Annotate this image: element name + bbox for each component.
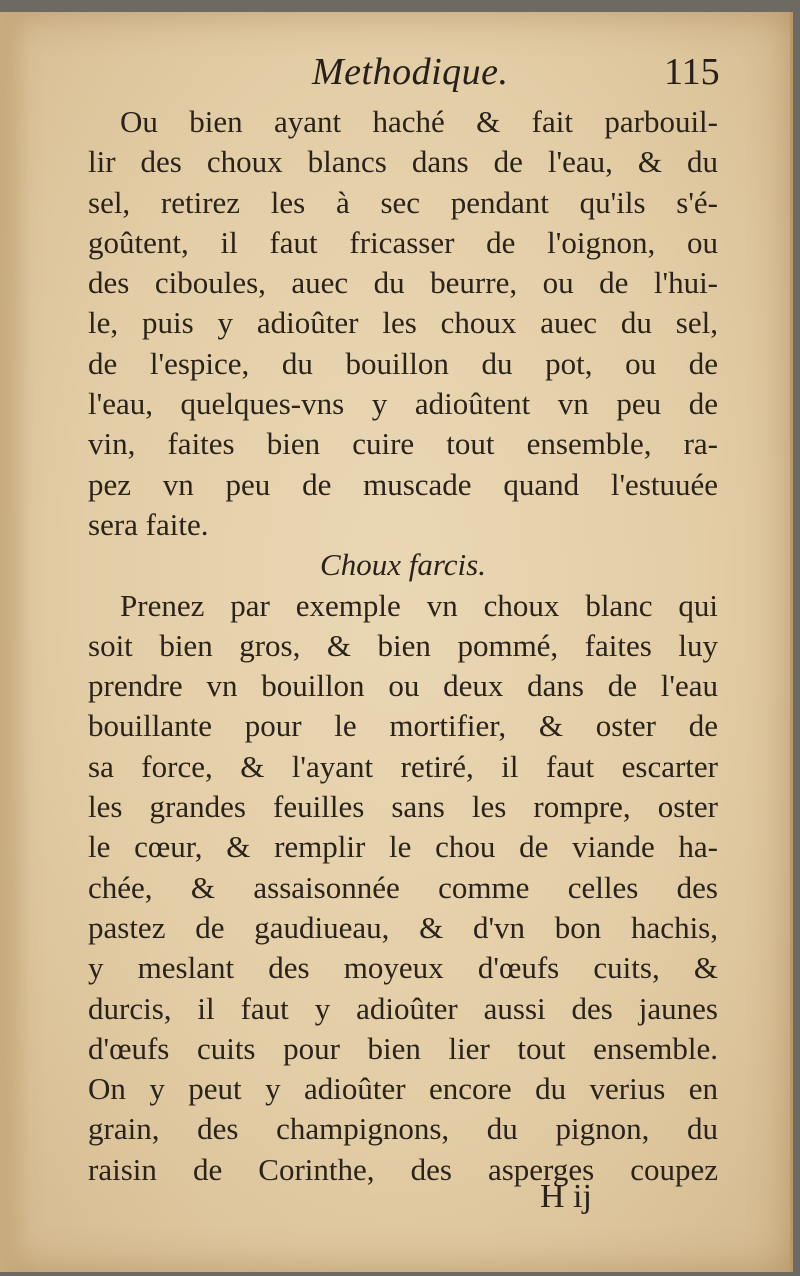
text-line: le, puis y adioûter les choux auec du sel, bbox=[88, 305, 718, 341]
text-line: soit bien gros, & bien pommé, faites luy bbox=[88, 627, 718, 663]
text-line: y meslant des moyeux d'œufs cuits, & bbox=[88, 950, 718, 986]
text-line: bouillante pour le mortifier, & oster de bbox=[88, 708, 718, 744]
running-title: Methodique. bbox=[312, 51, 509, 93]
signature-mark: H ij bbox=[540, 1178, 592, 1215]
book-page bbox=[0, 12, 793, 1272]
text-line: de l'espice, du bouillon du pot, ou de bbox=[88, 345, 718, 381]
body-text bbox=[88, 102, 718, 1190]
text-line: les grandes feuilles sans les rompre, oster bbox=[88, 789, 718, 825]
text-line: sa force, & l'ayant retiré, il faut escarter bbox=[88, 748, 718, 784]
section-heading: Choux farcis. bbox=[320, 547, 486, 583]
text-line: raisin de Corinthe, des asperges coupez bbox=[88, 1151, 718, 1187]
text-line: Ou bien ayant haché & fait parbouil- bbox=[120, 104, 718, 139]
text-line: prendre vn bouillon ou deux dans de l'eau bbox=[88, 668, 718, 704]
text-line: On y peut y adioûter encore du verius en bbox=[88, 1071, 718, 1107]
text-line: pez vn peu de muscade quand l'estuuée bbox=[88, 466, 718, 502]
page-spine-shadow bbox=[0, 12, 30, 1272]
text-line: d'œufs cuits pour bien lier tout ensemble. bbox=[88, 1030, 718, 1066]
paragraph-1 bbox=[88, 102, 718, 545]
text-line: vin, faites bien cuire tout ensemble, ra- bbox=[88, 426, 718, 462]
paragraph-2 bbox=[88, 586, 718, 1190]
text-line: lir des choux blancs dans de l'eau, & du bbox=[88, 144, 718, 180]
text-line: le cœur, & remplir le chou de viande ha- bbox=[88, 829, 718, 865]
text-line: chée, & assaisonnée comme celles des bbox=[88, 869, 718, 905]
text-line: pastez de gaudiueau, & d'vn bon hachis, bbox=[88, 909, 718, 945]
page-number: 115 bbox=[664, 51, 720, 93]
text-line: sel, retirez les à sec pendant qu'ils s'é- bbox=[88, 184, 718, 220]
text-line: goûtent, il faut fricasser de l'oignon, ou bbox=[88, 224, 718, 260]
text-line: durcis, il faut y adioûter aussi des jaunes bbox=[88, 990, 718, 1026]
text-line: sera faite. bbox=[88, 506, 209, 542]
text-line: des ciboules, auec du beurre, ou de l'hui- bbox=[88, 265, 718, 301]
text-line: grain, des champignons, du pignon, du bbox=[88, 1111, 718, 1147]
text-line: l'eau, quelques-vns y adioûtent vn peu de bbox=[88, 386, 718, 422]
text-line: Prenez par exemple vn choux blanc qui bbox=[120, 587, 718, 623]
page-header bbox=[0, 48, 790, 98]
